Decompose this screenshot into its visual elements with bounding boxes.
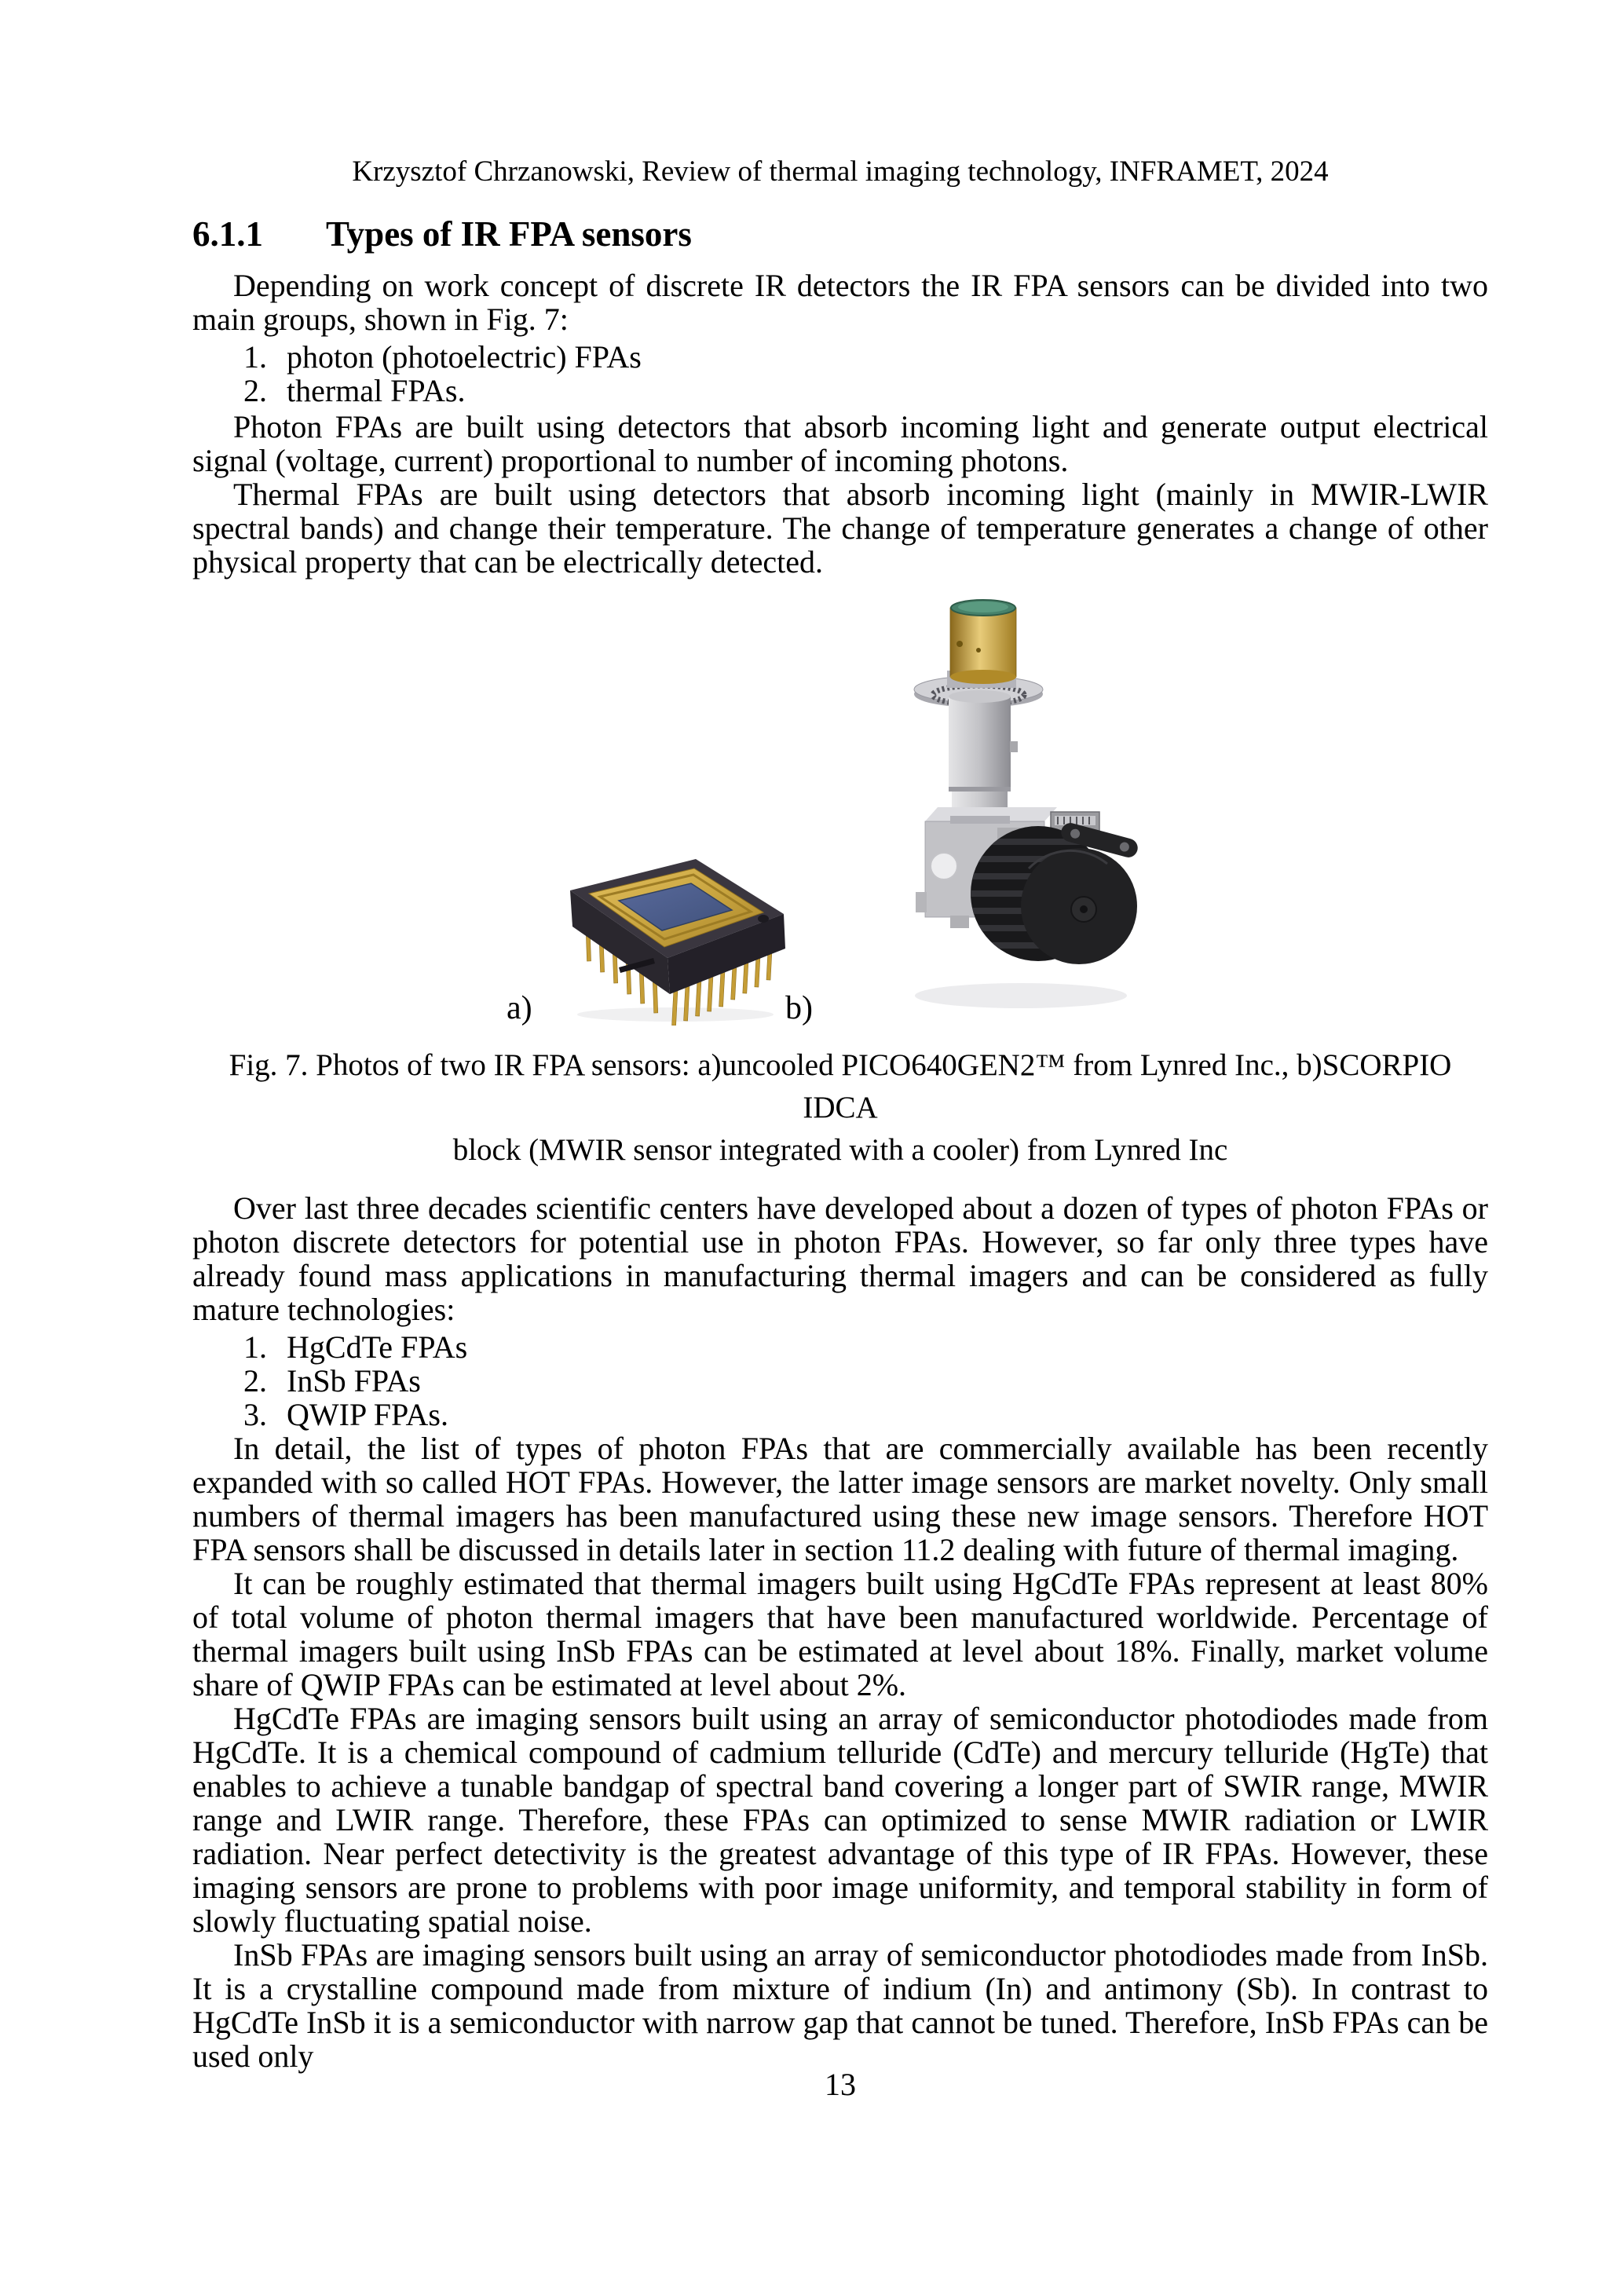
paragraph-intro: Depending on work concept of discrete IR detectors the IR FPA sensors can be divided into two main groups, shown in Fig. 7: <box>192 268 1488 337</box>
list-item-number: 1. <box>243 339 267 375</box>
figure-label-b: b) <box>785 990 813 1026</box>
list-item-number: 2. <box>243 373 267 408</box>
paragraph-hot-fpas: In detail, the list of types of photon FPAs that are commercially available has been recently expanded with so called HOT FPAs. However, the latter image sensors are market novelty. Only small numbers of thermal imagers has been manufactured using these new image sensors. Therefore HOT FPA sensors shall be discussed in details later in section 11.2 dealing with future of thermal imaging. <box>192 1431 1488 1567</box>
list-item-label: thermal FPAs. <box>287 373 466 408</box>
pico640-chip-photo <box>550 839 795 1026</box>
paragraph-thermal-fpas: Thermal FPAs are built using detectors that absorb incoming light (mainly in MWIR-LWIR spectral bands) and change their temperature. The change of temperature generates a change of other physical property that can be electrically detected. <box>192 477 1488 579</box>
list-item <box>243 340 1488 374</box>
paragraph-photon-fpas: Photon FPAs are built using detectors that absorb incoming light and generate output electrical signal (voltage, current) proportional to number of incoming photons. <box>192 409 1488 478</box>
scorpio-idca-photo <box>903 594 1147 1022</box>
list-item-label: QWIP FPAs. <box>287 1397 448 1432</box>
figure-7 <box>192 594 1488 1033</box>
list-item-number: 2. <box>243 1363 267 1398</box>
page-number: 13 <box>825 2067 856 2102</box>
list-item-number: 3. <box>243 1397 267 1432</box>
figure-caption <box>192 1044 1488 1172</box>
running-header: Krzysztof Chrzanowski, Review of thermal imaging technology, INFRAMET, 2024 <box>352 155 1329 188</box>
list-mature-technologies <box>243 1330 1488 1431</box>
figure-caption-line1: Fig. 7. Photos of two IR FPA sensors: a)uncooled PICO640GEN2™ from Lynred Inc., b)SCORPIO IDCA <box>229 1048 1452 1124</box>
list-item <box>243 1398 1488 1431</box>
section-number: 6.1.1 <box>192 214 263 254</box>
list-item-label: HgCdTe FPAs <box>287 1329 468 1365</box>
figure-label-a: a) <box>507 990 532 1026</box>
paragraph-market-share: It can be roughly estimated that thermal imagers built using HgCdTe FPAs represent at least 80% of total volume of photon thermal imagers that have been manufactured worldwide. Percentage of thermal imagers built using InSb FPAs can be estimated at level about 18%. Finally, market volume share of QWIP FPAs can be estimated at level about 2%. <box>192 1566 1488 1702</box>
list-item-label: InSb FPAs <box>287 1363 421 1398</box>
list-item <box>243 1330 1488 1364</box>
list-fpa-types <box>243 340 1488 408</box>
paragraph-hgcdte: HgCdTe FPAs are imaging sensors built using an array of semiconductor photodiodes made from HgCdTe. It is a chemical compound of cadmium telluride (CdTe) and mercury telluride (HgTe) that enables to achieve a tunable bandgap of spectral band covering a longer part of SWIR range, MWIR range and LWIR range. Therefore, these FPAs can optimized to sense MWIR radiation or LWIR radiation. Near perfect detectivity is the greatest advantage of this type of IR FPAs. However, these imaging sensors are prone to problems with poor image uniformity, and temporal stability in form of slowly fluctuating spatial noise. <box>192 1701 1488 1939</box>
paragraph-insb: InSb FPAs are imaging sensors built using an array of semiconductor photodiodes made from InSb. It is a crystalline compound made from mixture of indium (In) and antimony (Sb). In contrast to HgCdTe InSb it is a semiconductor with narrow gap that cannot be tuned. Therefore, InSb FPAs can be used only <box>192 1937 1488 2074</box>
list-item-label: photon (photoelectric) FPAs <box>287 339 642 375</box>
list-item-number: 1. <box>243 1329 267 1365</box>
list-item <box>243 374 1488 408</box>
section-heading <box>192 214 1488 254</box>
paragraph-decades: Over last three decades scientific centers have developed about a dozen of types of photon FPAs or photon discrete detectors for potential use in photon FPAs. However, so far only three types have already found mass applications in manufacturing thermal imagers and can be considered as fully mature technologies: <box>192 1190 1488 1327</box>
list-item <box>243 1364 1488 1398</box>
figure-caption-line2: block (MWIR sensor integrated with a cooler) from Lynred Inc <box>452 1133 1228 1167</box>
section-title: Types of IR FPA sensors <box>326 214 692 254</box>
